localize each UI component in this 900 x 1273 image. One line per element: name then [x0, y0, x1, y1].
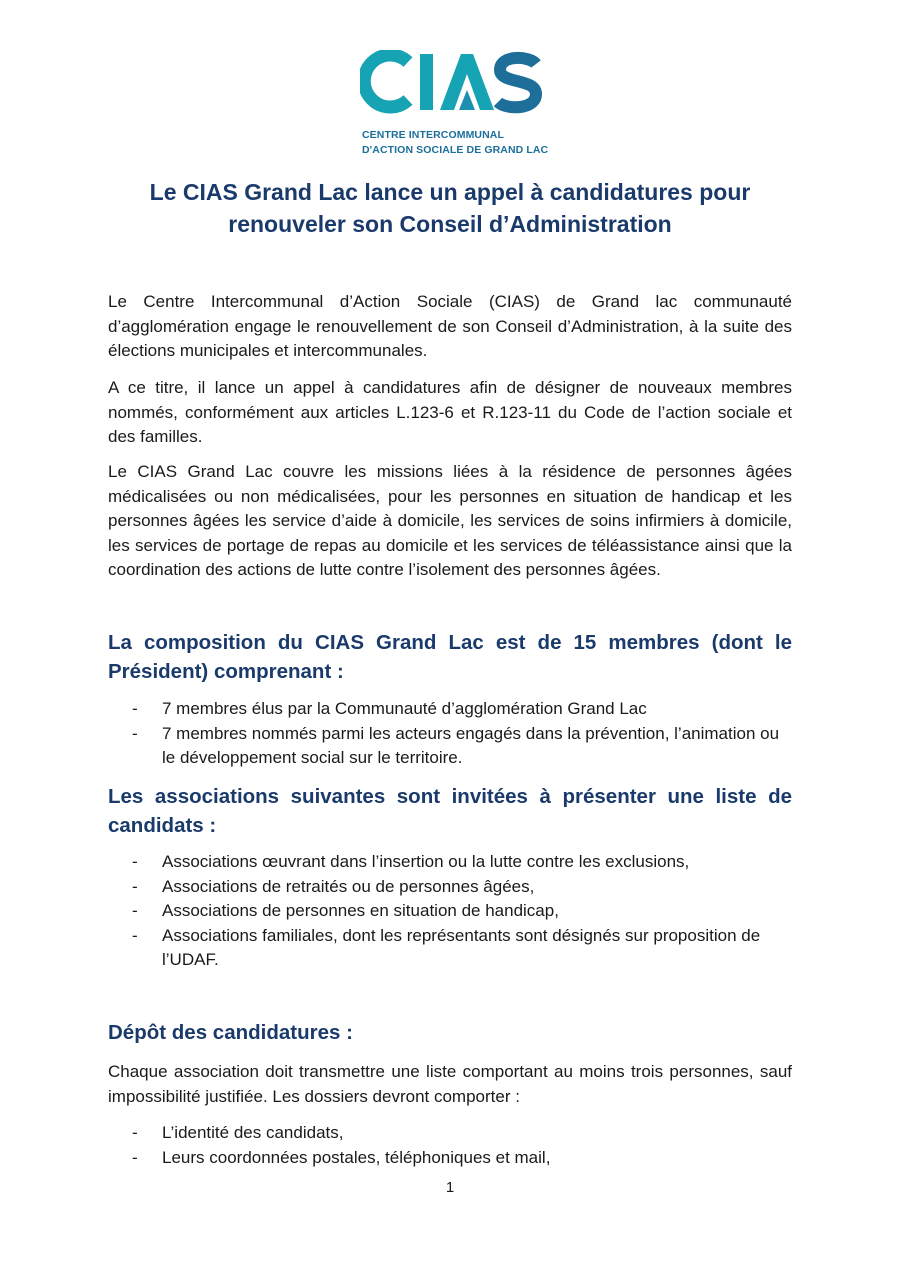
list-item [108, 1146, 792, 1171]
bullet-dash: - [132, 852, 138, 871]
bullet-dash: - [132, 901, 138, 920]
associations-list [108, 850, 792, 973]
bullet-dash: - [132, 723, 138, 743]
list-item-text: L’identité des candidats, [162, 1123, 344, 1142]
page-number: 1 [445, 1179, 455, 1196]
depot-heading: Dépôt des candidatures : [108, 1021, 353, 1044]
intro-paragraph-1: Le Centre Intercommunal d’Action Sociale (CIAS) de Grand lac communauté d’agglomération engage le renouvellement de son Conseil d’Administration, à la suite des élections municipales et intercommunales. [108, 292, 792, 360]
list-item [108, 850, 792, 875]
list-item-text: Associations familiales, dont les représentants sont désignés sur proposition de l’UDAF. [162, 925, 761, 969]
list-item-text: 7 membres nommés parmi les acteurs engagés dans la prévention, l’animation ou le développement social sur le territoire. [162, 723, 780, 767]
bullet-dash: - [132, 925, 138, 945]
logo-subtitle-line1: CENTRE INTERCOMMUNAL [362, 129, 504, 141]
depot-list [108, 1121, 792, 1170]
bullet-dash: - [132, 1147, 138, 1167]
bullet-dash: - [132, 699, 138, 718]
list-item [108, 1121, 792, 1146]
list-item-text: 7 membres élus par la Communauté d’agglomération Grand Lac [162, 699, 647, 718]
list-item-text: Associations de personnes en situation de handicap, [162, 901, 559, 920]
list-item [108, 697, 792, 722]
list-item-text: Leurs coordonnées postales, téléphoniques et mail, [162, 1147, 551, 1167]
list-item-text: Associations œuvrant dans l’insertion ou la lutte contre les exclusions, [162, 852, 690, 871]
document-title: Le CIAS Grand Lac lance un appel à candidatures pour renouveler son Conseil d’Administration [149, 179, 751, 237]
bullet-dash: - [132, 1123, 138, 1142]
logo-subtitle [362, 128, 548, 158]
intro-paragraph-3: Le CIAS Grand Lac couvre les missions liées à la résidence de personnes âgées médicalisées ou non médicalisées, pour les personnes en situation de handicap et les personnes âgées les service d’aide à domicile, les services de soins infirmiers à domicile, les services de portage de repas au domicile et les services de téléassistance ainsi que la coordination des actions de lutte contre l’isolement des personnes âgées. [108, 462, 792, 579]
associations-heading: Les associations suivantes sont invitées à présenter une liste de candidats : [108, 785, 792, 837]
logo-subtitle-line2: D'ACTION SOCIALE DE GRAND LAC [362, 144, 549, 156]
depot-paragraph: Chaque association doit transmettre une liste comportant au moins trois personnes, sauf impossibilité justifiée. Les dossiers devront comporter : [108, 1062, 792, 1106]
list-item-text: Associations de retraités ou de personnes âgées, [162, 876, 535, 896]
list-item [108, 875, 792, 900]
list-item [108, 899, 792, 924]
list-item [108, 722, 792, 771]
composition-heading: La composition du CIAS Grand Lac est de 15 membres (dont le Président) comprenant : [108, 631, 792, 683]
list-item [108, 924, 792, 973]
bullet-dash: - [132, 876, 138, 896]
cias-wordmark-icon [360, 50, 550, 122]
composition-list [108, 697, 792, 771]
intro-paragraph-2: A ce titre, il lance un appel à candidatures afin de désigner de nouveaux membres nommés, conformément aux articles L.123-6 et R.123-11 du Code de l’action sociale et des familles. [108, 378, 792, 446]
